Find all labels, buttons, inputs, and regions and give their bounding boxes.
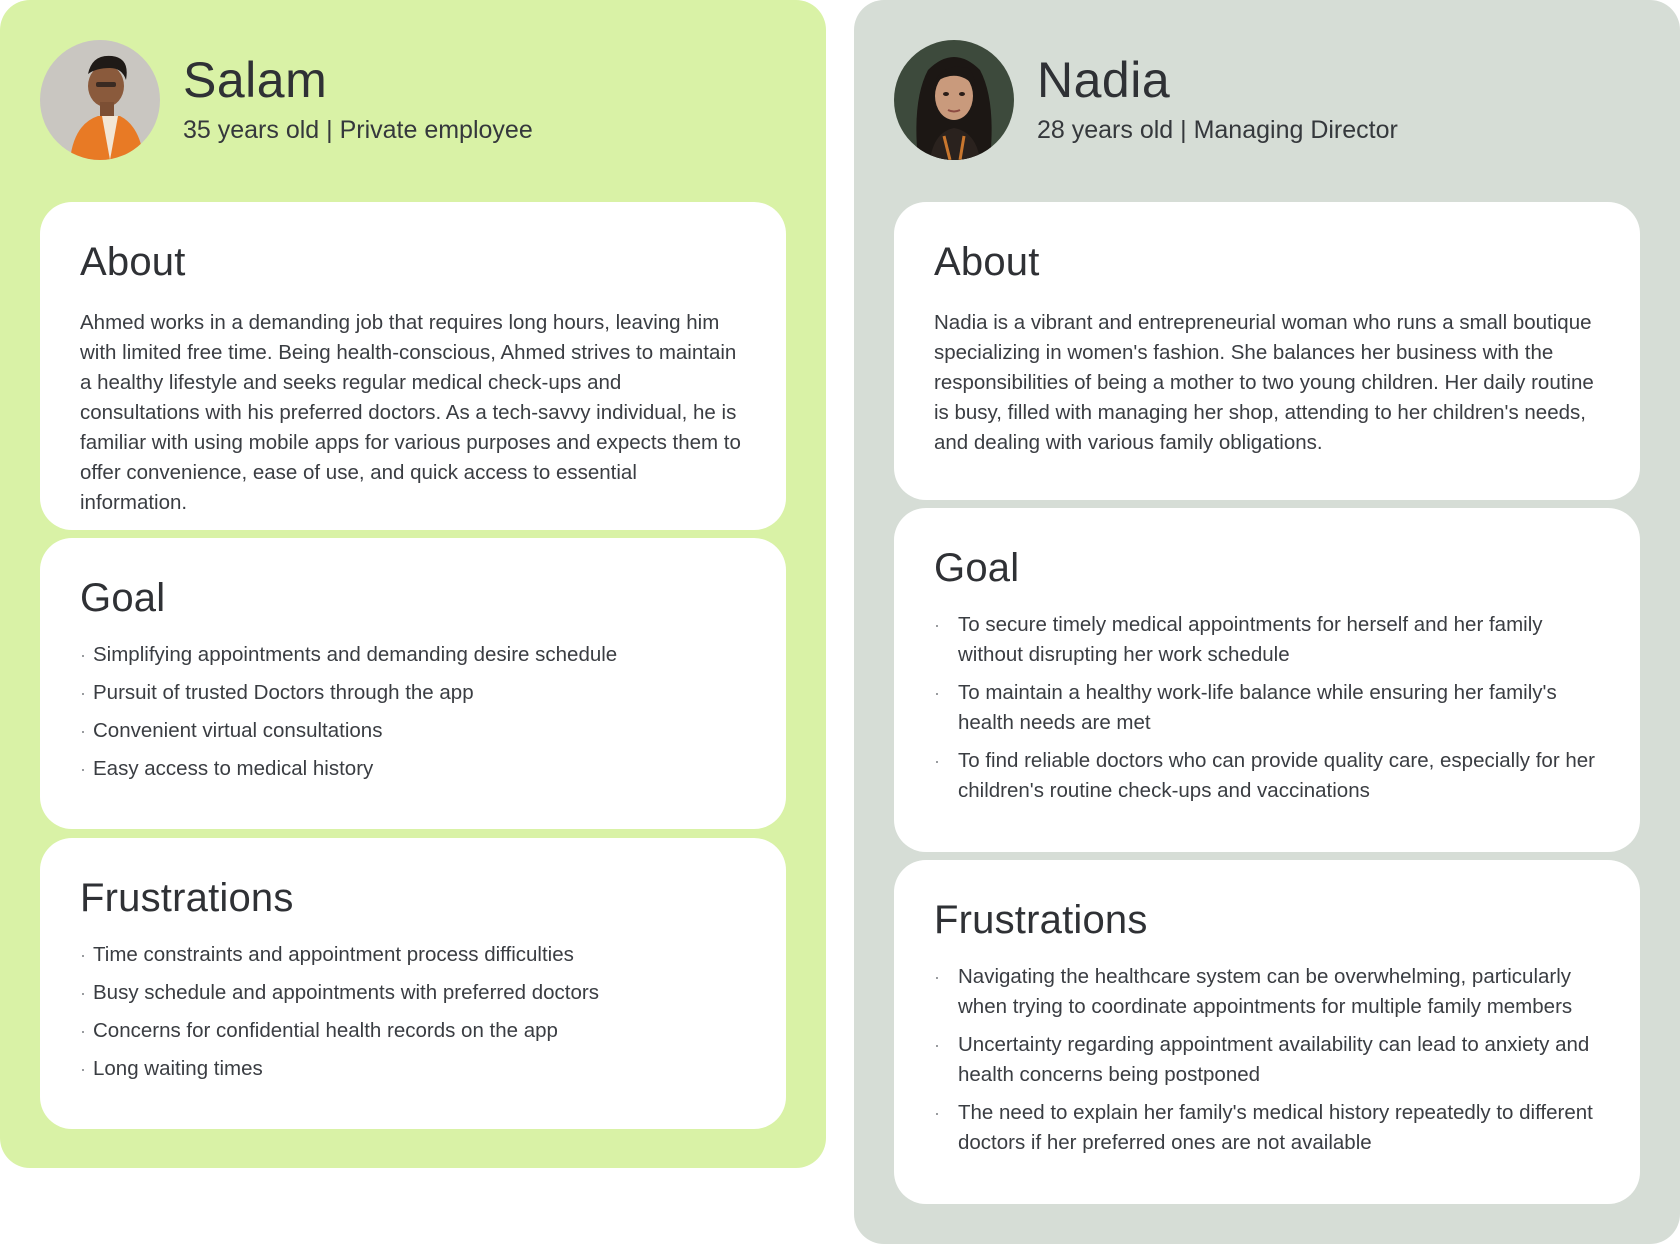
- frustrations-list: [80, 940, 746, 1084]
- list-item: · Navigating the healthcare system can be overwhelming, particularly when trying to coordinate appointments for multiple family members: [934, 962, 1600, 1022]
- persona-meta: 28 years old | Managing Director: [1037, 116, 1398, 144]
- about-title: About: [934, 240, 1040, 284]
- list-item: · Concerns for confidential health records on the app: [80, 1016, 746, 1046]
- list-item: · Pursuit of trusted Doctors through the app: [80, 678, 746, 708]
- about-card: [894, 202, 1640, 500]
- list-item: · The need to explain her family's medical history repeatedly to different doctors if her preferred ones are not available: [934, 1098, 1600, 1158]
- goal-list: [934, 610, 1600, 806]
- goal-list: [80, 640, 746, 784]
- persona-name: Salam: [183, 52, 328, 108]
- list-item: · To find reliable doctors who can provide quality care, especially for her children's routine check-ups and vaccinations: [934, 746, 1600, 806]
- about-title: About: [80, 240, 186, 284]
- persona-name: Nadia: [1037, 52, 1171, 108]
- list-item: · To maintain a healthy work-life balance while ensuring her family's health needs are met: [934, 678, 1600, 738]
- list-item: · Time constraints and appointment process difficulties: [80, 940, 746, 970]
- goal-title: Goal: [80, 576, 166, 620]
- frustrations-list: [934, 962, 1600, 1158]
- goal-card: [894, 508, 1640, 852]
- list-item: · Convenient virtual consultations: [80, 716, 746, 746]
- persona-header: [40, 40, 800, 160]
- goal-card: [40, 538, 786, 829]
- list-item: · To secure timely medical appointments for herself and her family without disrupting her work schedule: [934, 610, 1600, 670]
- frustrations-title: Frustrations: [80, 876, 294, 920]
- avatar: [894, 40, 1014, 160]
- persona-panel-salam: [0, 0, 826, 1168]
- list-item: · Simplifying appointments and demanding desire schedule: [80, 640, 746, 670]
- about-text: Ahmed works in a demanding job that requires long hours, leaving him with limited free time. Being health-conscious, Ahmed strives to maintain a healthy lifestyle and seeks regular medical check-ups and consultations with his preferred doctors. As a tech-savvy individual, he is familiar with using mobile apps for various purposes and expects them to offer convenience, ease of use, and quick access to essential information.: [80, 311, 741, 514]
- list-item: · Long waiting times: [80, 1054, 746, 1084]
- persona-meta: 35 years old | Private employee: [183, 116, 533, 144]
- goal-title: Goal: [934, 546, 1020, 590]
- frustrations-title: Frustrations: [934, 898, 1148, 942]
- about-card: [40, 202, 786, 530]
- about-text: Nadia is a vibrant and entrepreneurial woman who runs a small boutique specializing in women's fashion. She balances her business with the responsibilities of being a mother to two young children. Her daily routine is busy, filled with managing her shop, attending to her children's needs, and dealing with various family obligations.: [934, 311, 1594, 454]
- list-item: · Uncertainty regarding appointment availability can lead to anxiety and health concerns being postponed: [934, 1030, 1600, 1090]
- list-item: · Easy access to medical history: [80, 754, 746, 784]
- persona-header: [894, 40, 1654, 160]
- avatar: [40, 40, 160, 160]
- frustrations-card: [894, 860, 1640, 1204]
- list-item: · Busy schedule and appointments with preferred doctors: [80, 978, 746, 1008]
- frustrations-card: [40, 838, 786, 1129]
- persona-panel-nadia: [854, 0, 1680, 1244]
